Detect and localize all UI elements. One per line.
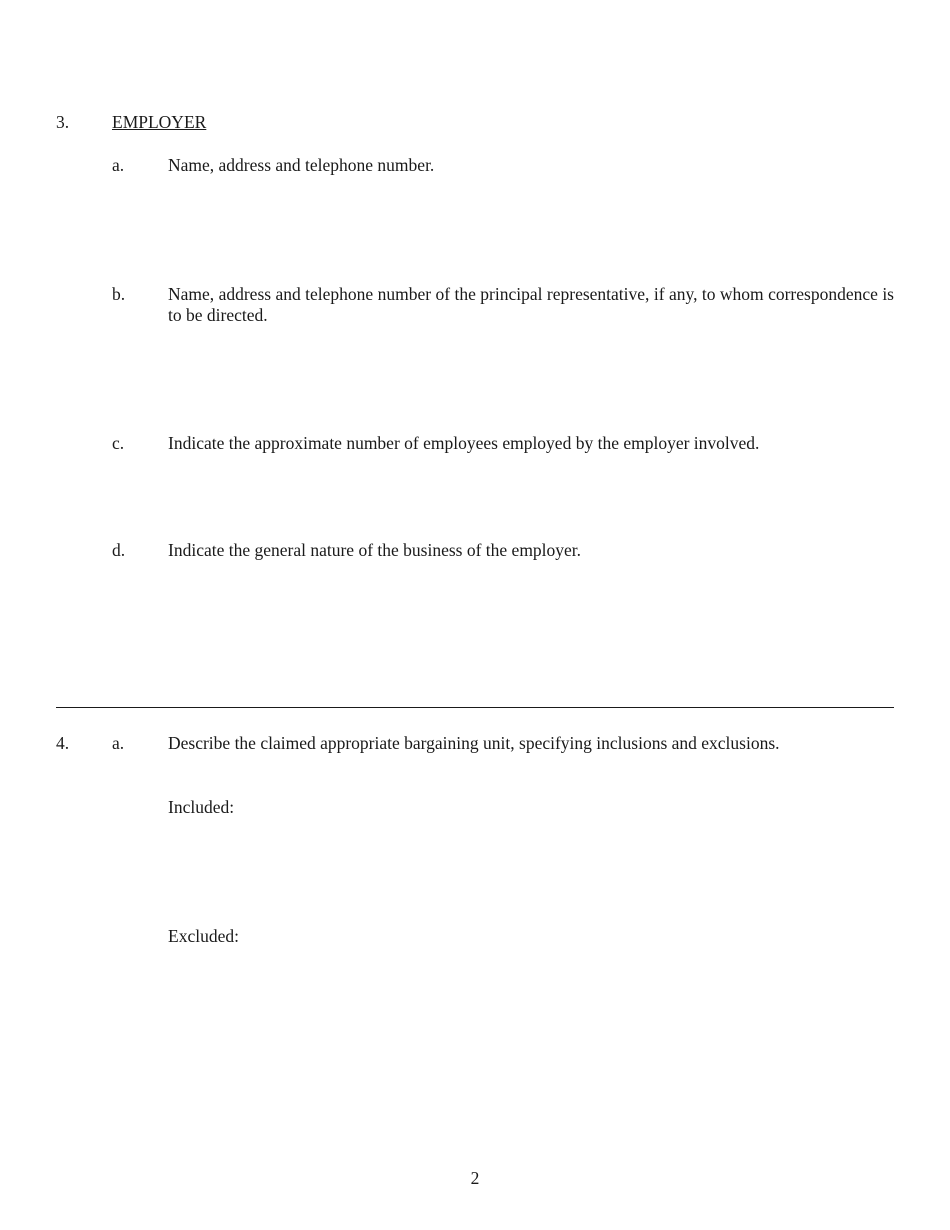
item-3b-letter: b. xyxy=(112,284,126,304)
item-3b-text: Name, address and telephone number of the principal representative, if any, to whom correspondence is to be directed. xyxy=(168,284,894,325)
item-4a-letter: a. xyxy=(112,733,125,753)
section-3-number: 3. xyxy=(56,112,70,132)
excluded-label: Excluded: xyxy=(168,926,239,946)
item-3a-text: Name, address and telephone number. xyxy=(168,155,435,175)
section-3-title: EMPLOYER xyxy=(112,112,207,132)
item-3c-letter: c. xyxy=(112,433,125,453)
item-3d-text: Indicate the general nature of the business of the employer. xyxy=(168,540,582,560)
included-label: Included: xyxy=(168,797,235,817)
page-number: 2 xyxy=(470,1168,480,1188)
item-4a-text: Describe the claimed appropriate bargaining unit, specifying inclusions and exclusions. xyxy=(168,733,780,753)
section-4-number: 4. xyxy=(56,733,70,753)
item-3d-letter: d. xyxy=(112,540,126,560)
item-3a-letter: a. xyxy=(112,155,125,175)
section-divider xyxy=(56,707,894,708)
item-3c-text: Indicate the approximate number of employees employed by the employer involved. xyxy=(168,433,760,453)
